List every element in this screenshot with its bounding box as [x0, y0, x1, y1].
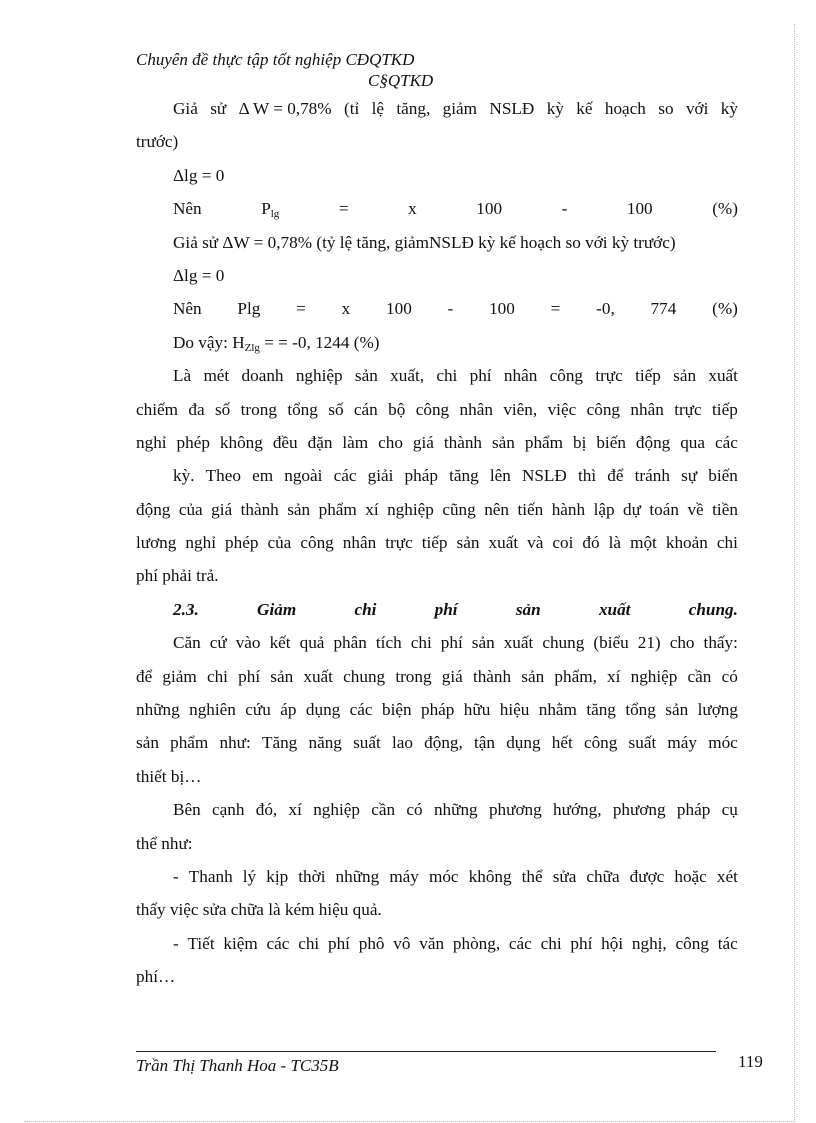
- paragraph-line: [136, 393, 738, 426]
- page-edge-bottom: [24, 1121, 794, 1122]
- word: chung: [542, 633, 585, 653]
- word: xí: [365, 499, 379, 519]
- word: để: [607, 466, 624, 486]
- paragraph-line: [136, 493, 738, 526]
- paragraph-line: thiết bị…: [136, 766, 202, 786]
- word: xuất: [303, 666, 333, 686]
- word: khoản: [665, 533, 708, 553]
- list-item-line: [136, 927, 738, 960]
- word: trong: [395, 666, 432, 686]
- word: giá: [412, 432, 434, 452]
- word: một: [630, 533, 657, 553]
- word: Plg: [237, 299, 261, 319]
- word: bị: [573, 432, 587, 452]
- body-line: [136, 92, 738, 125]
- word: nhân: [503, 366, 538, 386]
- word: tiếp: [421, 533, 448, 553]
- word: sản: [287, 499, 311, 519]
- word: Thanh: [188, 866, 233, 886]
- word: chung: [343, 666, 386, 686]
- word: phí: [570, 933, 593, 953]
- word: các: [333, 466, 357, 486]
- word: coi: [552, 533, 574, 553]
- word: Giảm: [257, 599, 297, 619]
- word: chi: [436, 366, 458, 386]
- word: lý: [242, 866, 257, 886]
- body-line: Δlg = 0: [173, 165, 225, 185]
- paragraph-line: [136, 426, 738, 459]
- word: Bên: [173, 800, 201, 820]
- paragraph-line: [136, 693, 738, 726]
- word: xét: [716, 866, 738, 886]
- word: được: [629, 866, 665, 886]
- word: sản: [673, 366, 697, 386]
- paragraph-line: [136, 626, 738, 659]
- word: biến: [596, 432, 626, 452]
- word: sản: [521, 666, 545, 686]
- word: như:: [219, 733, 251, 753]
- word: =: [550, 299, 561, 319]
- word: (tỉ: [343, 99, 360, 118]
- word: công: [549, 366, 584, 386]
- word: văn: [419, 933, 445, 953]
- word: các: [714, 432, 738, 452]
- word: giải: [367, 466, 394, 486]
- word: kỳ.: [173, 466, 195, 486]
- word: thành: [472, 666, 512, 686]
- word: chi: [298, 933, 320, 953]
- word: xuất: [708, 366, 738, 386]
- word: sản: [456, 533, 480, 553]
- word: pháp: [676, 800, 711, 820]
- word: kiệm: [223, 933, 258, 953]
- word: nghiệp: [630, 666, 678, 686]
- word: những: [433, 800, 478, 820]
- word: hữu: [463, 700, 491, 720]
- word: phí: [327, 933, 350, 953]
- word: Căn: [173, 633, 201, 653]
- word: chi: [716, 533, 738, 553]
- word: dự: [623, 499, 641, 519]
- paragraph-line: [136, 459, 738, 492]
- word: giảm: [162, 666, 197, 686]
- word: tận: [474, 733, 495, 753]
- word: Tăng: [261, 733, 298, 753]
- word: lương: [136, 533, 177, 553]
- word: tiếp: [635, 366, 661, 386]
- header-subtitle: C§QTKD: [368, 71, 434, 90]
- document-body: [136, 92, 738, 994]
- word: móc: [708, 733, 738, 753]
- word: -: [173, 866, 179, 886]
- body-line: Giả sử ΔW = 0,78% (tỷ lệ tăng, giảmNSLĐ kỳ kế hoạch so với kỳ trước): [173, 232, 676, 252]
- word: xí: [607, 666, 621, 686]
- word: viên,: [503, 399, 538, 419]
- word: doanh: [241, 366, 284, 386]
- word: biến: [708, 466, 738, 486]
- word: phương: [488, 800, 542, 820]
- word: những: [136, 700, 180, 720]
- word: lượng: [697, 700, 738, 720]
- word: nhân: [630, 399, 664, 419]
- word: phẩm,: [554, 666, 597, 686]
- word: Giả: [173, 99, 198, 118]
- word: (biểu: [593, 633, 629, 653]
- paragraph-line: [136, 359, 738, 392]
- word: số: [328, 399, 344, 419]
- word: nghỉ: [185, 533, 216, 553]
- word: tiền: [712, 499, 738, 519]
- word: công: [300, 533, 334, 553]
- word: pháp: [404, 466, 438, 486]
- word: động: [635, 432, 671, 452]
- word: nghiệp: [313, 800, 360, 820]
- word: vào: [235, 633, 261, 653]
- word: nhân: [459, 399, 493, 419]
- word: vô: [393, 933, 411, 953]
- word: không: [468, 866, 512, 886]
- word: nghị,: [631, 933, 667, 953]
- list-item-line: phí…: [136, 967, 176, 987]
- word: chi: [354, 599, 377, 619]
- word: cụ: [721, 800, 738, 820]
- word: thể: [521, 866, 543, 886]
- footer-author: Trần Thị Thanh Hoa - TC35B: [136, 1056, 339, 1075]
- paragraph-line: [136, 793, 738, 826]
- word: sản: [491, 432, 515, 452]
- word: kế: [576, 99, 593, 118]
- word: NSLĐ: [521, 466, 567, 486]
- word: phí: [469, 366, 492, 386]
- word: x: [341, 299, 351, 319]
- word: sản: [665, 700, 689, 720]
- body-line: trước): [136, 132, 179, 152]
- word: -: [447, 299, 454, 319]
- word: xuất: [488, 533, 519, 553]
- paragraph-line: [136, 526, 738, 559]
- word: phòng,: [452, 933, 501, 953]
- word: phương: [612, 800, 666, 820]
- word: tiếp: [712, 399, 738, 419]
- word: phân: [333, 633, 367, 653]
- word: thấy:: [703, 633, 738, 653]
- word: tác: [717, 933, 738, 953]
- word: Tiết: [187, 933, 215, 953]
- word: thành: [240, 499, 279, 519]
- word: em: [252, 466, 274, 486]
- word: nghiệp: [387, 499, 434, 519]
- word: chung.: [688, 599, 738, 619]
- word: chi: [410, 633, 432, 653]
- word: các: [508, 933, 532, 953]
- word: giá: [441, 666, 463, 686]
- word: chi: [540, 933, 562, 953]
- word: những: [335, 866, 380, 886]
- word: máy: [667, 733, 698, 753]
- word: của: [178, 499, 203, 519]
- page-number: 119: [738, 1052, 763, 1071]
- word: việc: [547, 399, 577, 419]
- word: tránh: [634, 466, 670, 486]
- word: cứu: [245, 700, 271, 720]
- word: nghiên: [189, 700, 236, 720]
- word: hướng,: [553, 800, 602, 820]
- word: nghiệp: [295, 366, 343, 386]
- word: là: [608, 533, 622, 553]
- word: có: [721, 666, 738, 686]
- word: sản: [354, 366, 378, 386]
- word: áp: [280, 700, 297, 720]
- word: bộ: [388, 399, 406, 419]
- word: sản: [136, 733, 159, 753]
- word: về: [687, 499, 704, 519]
- word: với: [685, 99, 709, 118]
- word: ngoài: [284, 466, 323, 486]
- word: Δ W = 0,78%: [238, 99, 332, 118]
- section-heading: [136, 593, 738, 626]
- word: nhân: [342, 533, 377, 553]
- word: và: [527, 533, 544, 553]
- word: đó,: [255, 800, 278, 820]
- word: nhằm: [538, 700, 577, 720]
- word: lập: [593, 499, 615, 519]
- word: cạnh: [211, 800, 245, 820]
- word: trực: [674, 399, 702, 419]
- word: 2.3.: [173, 599, 199, 619]
- word: (%): [712, 299, 738, 319]
- word: thời: [298, 866, 326, 886]
- word: lao: [391, 733, 413, 753]
- word: phẩm: [318, 499, 357, 519]
- word: xí: [288, 800, 302, 820]
- word: qua: [680, 432, 706, 452]
- word: kỳ: [546, 99, 564, 118]
- word: giảm: [442, 99, 478, 118]
- word: có: [406, 800, 423, 820]
- word: cho: [378, 432, 403, 452]
- formula-line: [136, 292, 738, 325]
- word: tăng,: [396, 99, 431, 118]
- word: sửa: [552, 866, 577, 886]
- word: sản: [270, 666, 294, 686]
- word: lệ: [371, 99, 385, 118]
- word: hội: [601, 933, 624, 953]
- word: Là: [173, 366, 192, 386]
- word: dụng: [305, 700, 341, 720]
- word: đó: [582, 533, 600, 553]
- word: lên: [489, 466, 511, 486]
- word: toán: [649, 499, 679, 519]
- word: 774: [650, 299, 677, 319]
- word: đều: [272, 432, 298, 452]
- word: dụng: [506, 733, 541, 753]
- word: cần: [687, 666, 712, 686]
- word: đặn: [307, 432, 333, 452]
- word: phép: [225, 533, 259, 553]
- word: các: [266, 933, 290, 953]
- word: trực: [595, 366, 623, 386]
- word: động: [136, 499, 171, 519]
- word: so: [658, 99, 674, 118]
- word: suất: [628, 733, 657, 753]
- word: pháp: [420, 700, 455, 720]
- word: cần: [371, 800, 396, 820]
- word: phí: [434, 599, 458, 619]
- word: cũng: [442, 499, 476, 519]
- word: giá: [211, 499, 233, 519]
- word: Nên: [173, 299, 202, 319]
- word: kịp: [266, 866, 289, 886]
- word: công: [583, 733, 618, 753]
- paragraph-line: phí phải trả.: [136, 566, 219, 586]
- word: công: [586, 399, 621, 419]
- word: hành: [551, 499, 586, 519]
- list-item-line: [136, 860, 738, 893]
- word: 21): [637, 633, 661, 653]
- list-item-line: thấy việc sửa chữa là kém hiệu quả.: [136, 900, 382, 920]
- word: chi: [206, 666, 228, 686]
- word: chiếm: [136, 399, 178, 419]
- word: phẩm: [524, 432, 564, 452]
- word: -: [173, 933, 179, 953]
- word: 100: [489, 299, 515, 319]
- word: đa: [188, 399, 205, 419]
- word: kỳ: [720, 99, 738, 118]
- word: sự: [681, 466, 698, 486]
- word: công: [415, 399, 450, 419]
- word: suất: [353, 733, 381, 753]
- formula-line: Nên $P_{lg}$ = x 100 - 100 (%): [173, 199, 738, 221]
- word: sản: [471, 633, 495, 653]
- word: tăng: [586, 700, 616, 720]
- word: làm: [342, 432, 369, 452]
- formula-line: Do vậy: $H_{Zlg}$ = = -0, 1244 (%): [173, 332, 380, 354]
- word: hết: [551, 733, 573, 753]
- word: quả: [299, 633, 325, 653]
- paragraph-line: [136, 660, 738, 693]
- word: không: [219, 432, 263, 452]
- word: nên: [484, 499, 510, 519]
- word: -0,: [596, 299, 615, 319]
- word: trực: [385, 533, 413, 553]
- word: phô: [358, 933, 385, 953]
- word: các: [349, 700, 373, 720]
- word: phí: [440, 633, 463, 653]
- word: kết: [269, 633, 291, 653]
- word: Theo: [205, 466, 241, 486]
- word: tổng: [287, 399, 318, 419]
- word: thì: [577, 466, 597, 486]
- word: cứ: [209, 633, 227, 653]
- word: chữa: [586, 866, 620, 886]
- word: tăng: [449, 466, 479, 486]
- word: năng: [308, 733, 342, 753]
- paragraph-line: thể như:: [136, 833, 193, 853]
- word: biện: [381, 700, 412, 720]
- word: nghỉ: [136, 432, 167, 452]
- word: tiến: [517, 499, 544, 519]
- word: =: [296, 299, 306, 319]
- word: trong: [240, 399, 277, 419]
- word: hoạch: [604, 99, 646, 118]
- word: sử: [210, 99, 227, 118]
- word: phí: [238, 666, 261, 686]
- word: phẩm: [170, 733, 209, 753]
- header-title: Chuyên đề thực tập tốt nghiệp CĐQTKD: [136, 50, 415, 69]
- word: NSLĐ: [489, 99, 535, 118]
- word: để: [136, 666, 153, 686]
- word: mét: [203, 366, 230, 386]
- word: động,: [424, 733, 463, 753]
- word: sản: [515, 599, 541, 619]
- word: hoặc: [674, 866, 707, 886]
- word: xuất,: [390, 366, 425, 386]
- word: cho: [669, 633, 695, 653]
- word: công: [675, 933, 709, 953]
- page-edge-right: [794, 24, 795, 1122]
- body-line: Δlg = 0: [173, 265, 225, 285]
- word: cán: [353, 399, 378, 419]
- word: tổng: [625, 700, 656, 720]
- word: máy: [389, 866, 419, 886]
- word: xuất: [503, 633, 534, 653]
- word: thành: [443, 432, 483, 452]
- word: tích: [375, 633, 402, 653]
- word: hiệu: [499, 700, 530, 720]
- word: phép: [176, 432, 210, 452]
- word: xuất: [598, 599, 631, 619]
- footer-divider: [136, 1051, 716, 1052]
- paragraph-line: [136, 726, 738, 759]
- word: móc: [428, 866, 459, 886]
- word: của: [267, 533, 292, 553]
- word: 100: [386, 299, 412, 319]
- word: số: [214, 399, 231, 419]
